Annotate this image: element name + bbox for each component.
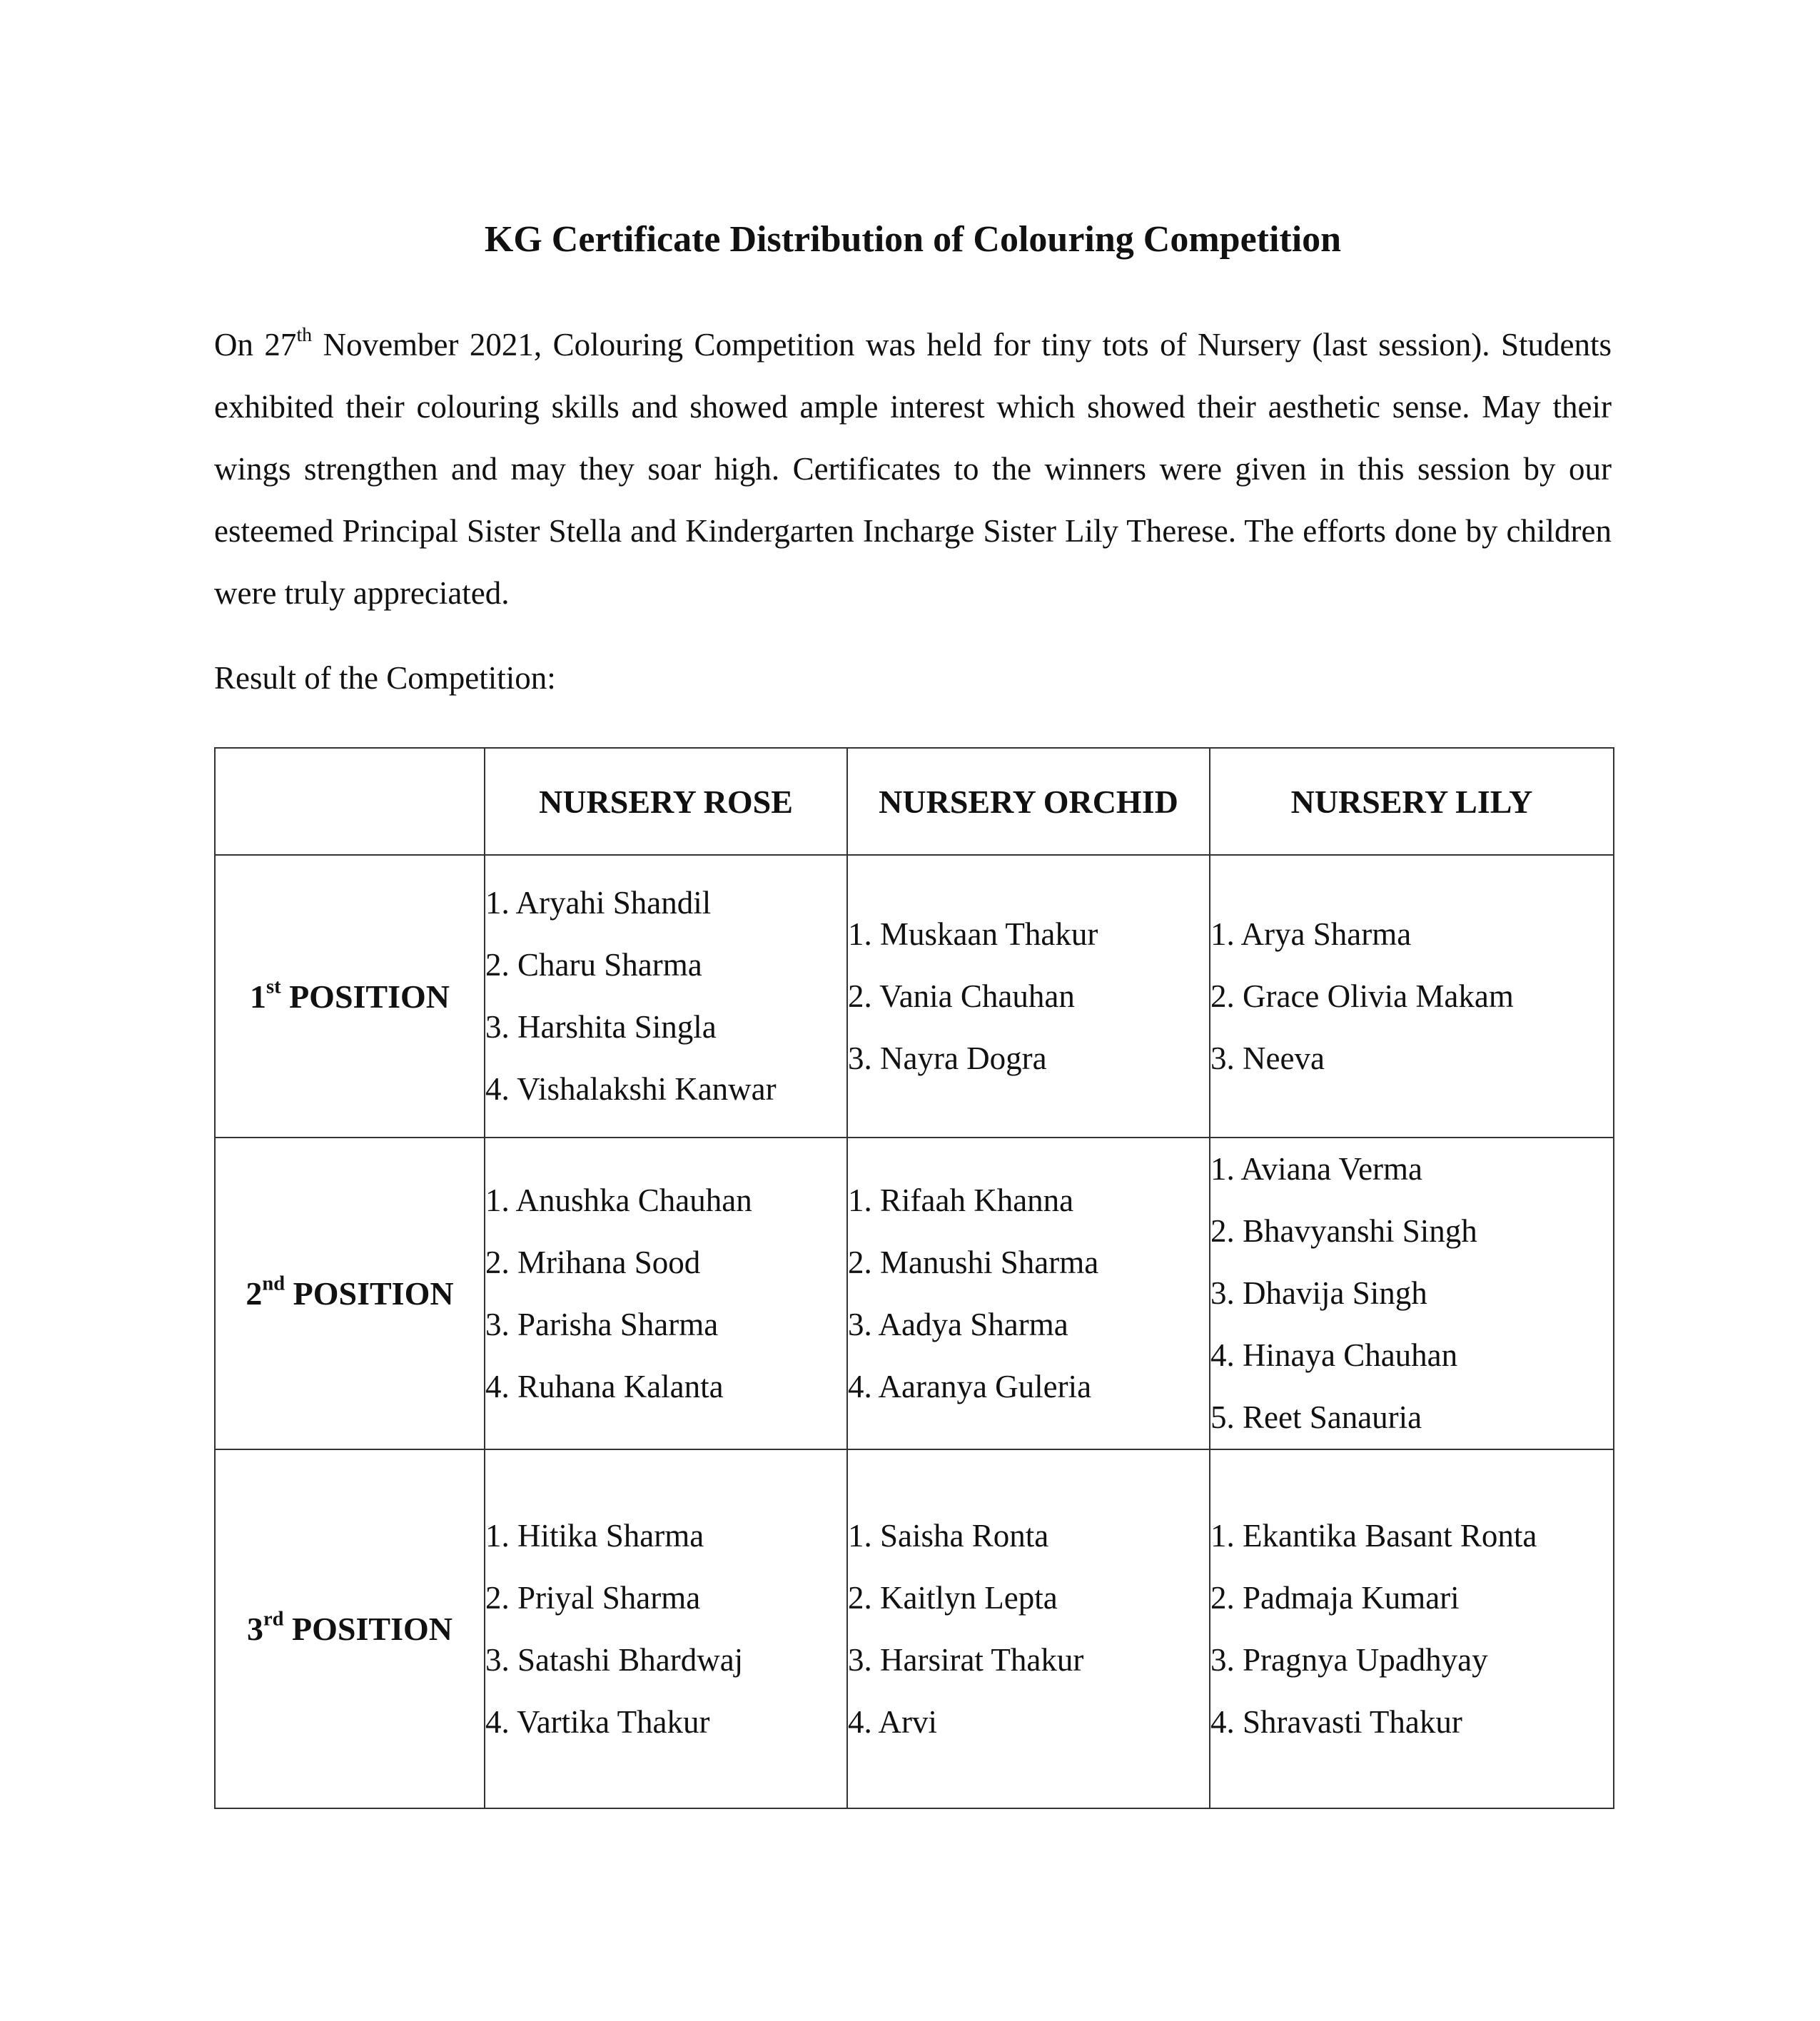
winners-list xyxy=(485,872,846,1120)
list-item: 4. Ruhana Kalanta xyxy=(485,1368,724,1404)
list-item: 2. Grace Olivia Makam xyxy=(1210,978,1514,1014)
list-item: 2. Priyal Sharma xyxy=(485,1579,701,1616)
winners-list xyxy=(848,903,1209,1090)
position-suffix: st xyxy=(266,975,281,998)
result-label: Result of the Competition: xyxy=(214,660,556,696)
list-item: 3. Pragnya Upadhyay xyxy=(1210,1641,1488,1678)
list-item: 3. Satashi Bhardwaj xyxy=(485,1641,744,1678)
winners-cell-orchid xyxy=(847,1449,1210,1808)
position-word: POSITION xyxy=(280,978,450,1015)
list-item: 3. Dhavija Singh xyxy=(1210,1275,1427,1311)
intro-paragraph xyxy=(214,314,1612,624)
document-title: KG Certificate Distribution of Colouring Competition xyxy=(484,219,1342,260)
winners-cell-lily xyxy=(1210,1449,1614,1808)
list-item: 4. Hinaya Chauhan xyxy=(1210,1337,1458,1373)
winners-list xyxy=(1210,1505,1613,1753)
list-item: 2. Kaitlyn Lepta xyxy=(848,1579,1058,1616)
header-nursery-lily: NURSERY LILY xyxy=(1210,748,1614,855)
position-label-second xyxy=(215,1138,485,1449)
list-item: 2. Charu Sharma xyxy=(485,947,702,983)
list-item: 4. Vartika Thakur xyxy=(485,1703,710,1740)
intro-date-suffix: th xyxy=(296,323,313,346)
results-table xyxy=(214,747,1614,1809)
list-item: 4. Shravasti Thakur xyxy=(1210,1703,1462,1740)
position-word: POSITION xyxy=(285,1275,454,1312)
list-item: 2. Padmaja Kumari xyxy=(1210,1579,1460,1616)
table-row xyxy=(215,855,1614,1138)
list-item: 2. Vania Chauhan xyxy=(848,978,1075,1014)
table-row xyxy=(215,1449,1614,1808)
list-item: 2. Bhavyanshi Singh xyxy=(1210,1213,1477,1249)
winners-cell-orchid xyxy=(847,1138,1210,1449)
winners-list xyxy=(485,1505,846,1753)
position-suffix: nd xyxy=(262,1272,285,1295)
list-item: 1. Anushka Chauhan xyxy=(485,1182,752,1218)
list-item: 3. Aadya Sharma xyxy=(848,1306,1068,1342)
position-number: 3 xyxy=(247,1611,263,1647)
table-row xyxy=(215,1138,1614,1449)
position-label-third xyxy=(215,1449,485,1808)
list-item: 4. Arvi xyxy=(848,1703,938,1740)
winners-cell-rose xyxy=(485,1138,847,1449)
list-item: 2. Mrihana Sood xyxy=(485,1244,701,1280)
winners-list xyxy=(848,1505,1209,1753)
winners-list xyxy=(485,1170,846,1418)
winners-list xyxy=(1210,1138,1613,1449)
list-item: 3. Neeva xyxy=(1210,1040,1325,1076)
winners-list xyxy=(1210,903,1613,1090)
intro-body: November 2021, Colouring Competition was held for tiny tots of Nursery (last session). Students exhibited their colouring skills and showed ample interest which showed their aesthetic sense. May their wings strengthen and may they soar high. Certificates to the winners were given in this session by our esteemed Principal Sister Stella and Kindergarten Incharge Sister Lily Therese. The efforts done by children were truly appreciated. xyxy=(214,327,1612,611)
position-suffix: rd xyxy=(263,1608,284,1631)
corner-cell xyxy=(215,748,485,855)
list-item: 3. Parisha Sharma xyxy=(485,1306,719,1342)
list-item: 1. Arya Sharma xyxy=(1210,916,1412,952)
winners-cell-rose xyxy=(485,855,847,1138)
position-label-first xyxy=(215,855,485,1138)
header-nursery-rose: NURSERY ROSE xyxy=(485,748,847,855)
list-item: 3. Harsirat Thakur xyxy=(848,1641,1084,1678)
list-item: 4. Aaranya Guleria xyxy=(848,1368,1092,1404)
winners-cell-orchid xyxy=(847,855,1210,1138)
list-item: 3. Nayra Dogra xyxy=(848,1040,1047,1076)
intro-lead: On 27 xyxy=(214,327,297,363)
winners-cell-lily xyxy=(1210,855,1614,1138)
table-header-row xyxy=(215,748,1614,855)
position-word: POSITION xyxy=(283,1611,453,1647)
list-item: 5. Reet Sanauria xyxy=(1210,1399,1422,1435)
winners-list xyxy=(848,1170,1209,1418)
position-number: 1 xyxy=(249,978,266,1015)
list-item: 3. Harshita Singla xyxy=(485,1009,717,1045)
list-item: 1. Muskaan Thakur xyxy=(848,916,1098,952)
header-nursery-orchid: NURSERY ORCHID xyxy=(847,748,1210,855)
list-item: 1. Ekantika Basant Ronta xyxy=(1210,1517,1537,1554)
list-item: 4. Vishalakshi Kanwar xyxy=(485,1071,777,1107)
list-item: 1. Aryahi Shandil xyxy=(485,885,712,921)
list-item: 2. Manushi Sharma xyxy=(848,1244,1099,1280)
list-item: 1. Rifaah Khanna xyxy=(848,1182,1074,1218)
winners-cell-lily xyxy=(1210,1138,1614,1449)
position-number: 2 xyxy=(246,1275,263,1312)
winners-cell-rose xyxy=(485,1449,847,1808)
list-item: 1. Saisha Ronta xyxy=(848,1517,1049,1554)
list-item: 1. Aviana Verma xyxy=(1210,1151,1423,1187)
list-item: 1. Hitika Sharma xyxy=(485,1517,704,1554)
